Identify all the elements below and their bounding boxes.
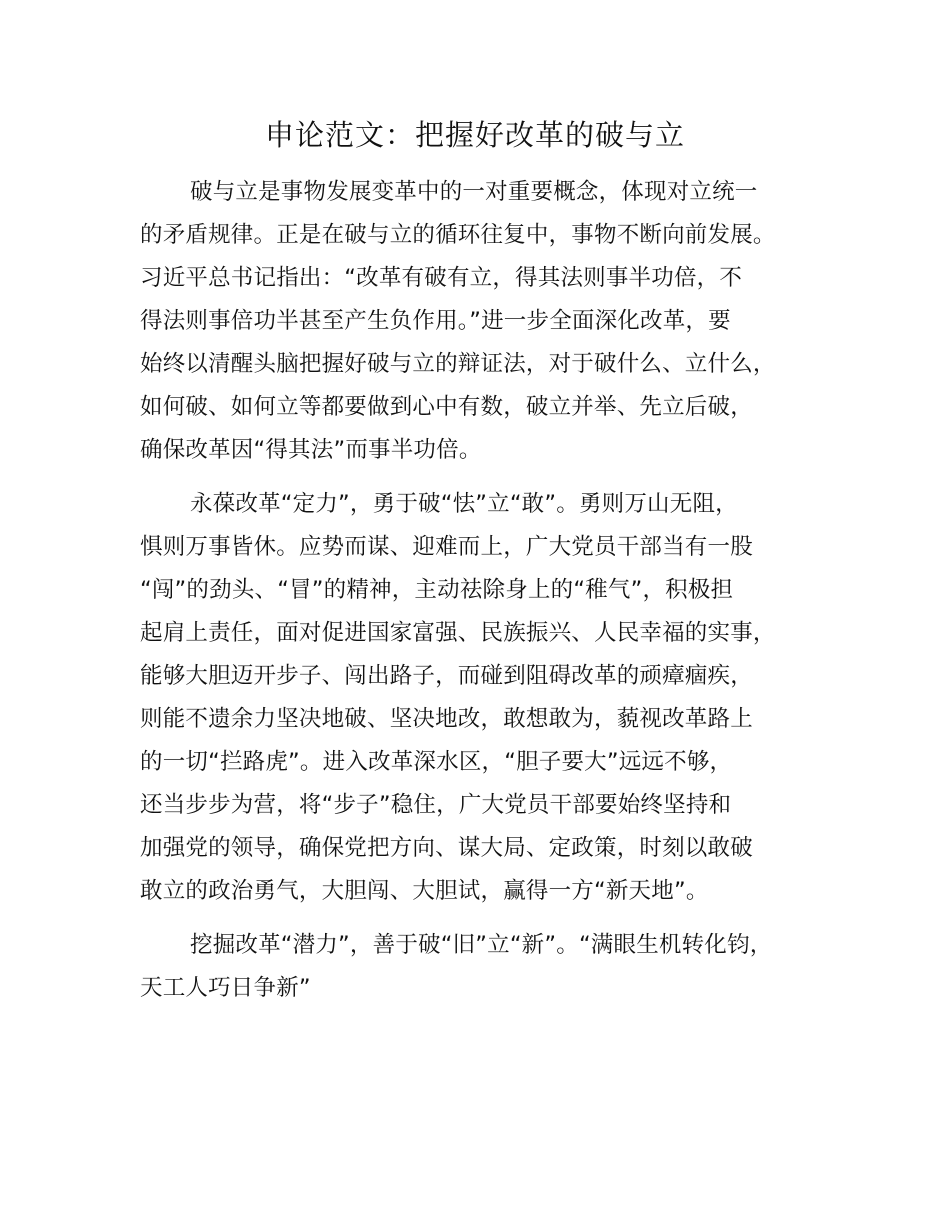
paragraph-line: 永葆改革“定力”，勇于破“怯”立“敢”。勇则万山无阻， [190,491,738,517]
paragraph-line: 得法则事倍功半甚至产生负作用。”进一步全面深化改革，要 [140,308,731,334]
document-title: 申论范文：把握好改革的破与立 [264,118,685,152]
paragraph-line: 天工人巧日争新” [140,975,311,1001]
paragraph-line: 起肩上责任，面对促进国家富强、民族振兴、人民幸福的实事， [140,620,776,646]
paragraph-line: 破与立是事物发展变革中的一对重要概念，体现对立统一 [190,179,758,205]
paragraph-line: 敢立的政治勇气，大胆闯、大胆试，赢得一方“新天地”。 [140,878,709,904]
paragraph-line: 习近平总书记指出：“改革有破有立，得其法则事半功倍，不 [140,265,743,291]
paragraph-line: 确保改革因“得其法”而事半功倍。 [140,437,482,463]
paragraph-line: 能够大胆迈开步子、闯出路子，而碰到阻碍改革的顽瘴痼疾， [140,663,753,689]
paragraph-line: 加强党的领导，确保党把方向、谋大局、定政策，时刻以敢破 [140,835,753,861]
paragraph-line: 的一切“拦路虎”。进入改革深水区，“胆子要大”远远不够， [140,749,733,775]
paragraph-line: “闯”的劲头、“冒”的精神，主动祛除身上的“稚气”，积极担 [140,577,734,603]
paragraph-line: 惧则万事皆休。应势而谋、迎难而上，广大党员干部当有一股 [140,534,753,560]
paragraph-line: 的矛盾规律。正是在破与立的循环往复中，事物不断向前发展。 [140,222,776,248]
paragraph-line: 还当步步为营，将“步子”稳住，广大党员干部要始终坚持和 [140,792,732,818]
paragraph-line: 始终以清醒头脑把握好破与立的辩证法，对于破什么、立什么， [140,351,776,377]
paragraph-line: 如何破、如何立等都要做到心中有数，破立并举、先立后破， [140,394,753,420]
paragraph-line: 则能不遗余力坚决地破、坚决地改，敢想敢为，藐视改革路上 [140,706,753,732]
paragraph-line: 挖掘改革“潜力”，善于破“旧”立“新”。“满眼生机转化钧， [190,932,773,958]
